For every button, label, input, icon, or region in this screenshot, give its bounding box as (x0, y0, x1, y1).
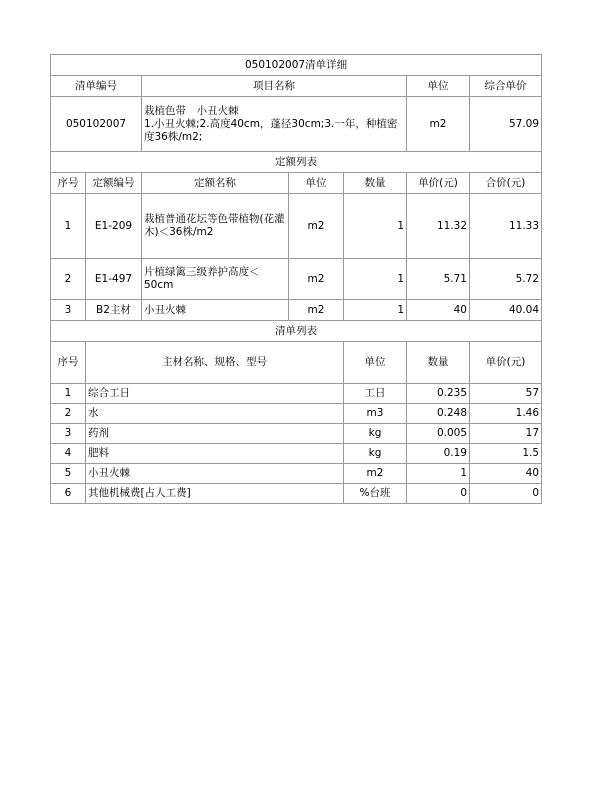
material-unit-price: 40 (470, 464, 542, 484)
material-unit-price: 17 (470, 424, 542, 444)
material-header-row (51, 342, 542, 384)
material-unit-price-header: 单价(元) (470, 342, 542, 384)
quota-unit-header: 单位 (289, 173, 344, 194)
table-row (51, 300, 542, 321)
material-qty: 0.235 (407, 384, 470, 404)
list-item-price: 57.09 (470, 97, 542, 152)
material-qty: 0 (407, 484, 470, 504)
quota-section-title: 定额列表 (51, 152, 542, 173)
material-unit-price: 0 (470, 484, 542, 504)
material-seq: 4 (51, 444, 86, 464)
bill-detail-table (50, 54, 542, 504)
material-seq: 2 (51, 404, 86, 424)
quota-unit: m2 (289, 194, 344, 259)
material-seq: 6 (51, 484, 86, 504)
sheet-title: 050102007清单详细 (51, 55, 542, 76)
list-item-unit: m2 (407, 97, 470, 152)
quota-qty: 1 (344, 194, 407, 259)
quota-seq: 1 (51, 194, 86, 259)
list-name-header: 项目名称 (142, 76, 407, 97)
quota-unit-price: 40 (407, 300, 470, 321)
list-price-header: 综合单价 (470, 76, 542, 97)
material-name: 综合工日 (86, 384, 344, 404)
list-header-row (51, 76, 542, 97)
quota-qty-header: 数量 (344, 173, 407, 194)
material-qty: 0.19 (407, 444, 470, 464)
table-row (51, 484, 542, 504)
quota-code-header: 定额编号 (86, 173, 142, 194)
material-name: 其他机械费[占人工费] (86, 484, 344, 504)
material-qty-header: 数量 (407, 342, 470, 384)
material-seq: 1 (51, 384, 86, 404)
material-name: 水 (86, 404, 344, 424)
material-unit: kg (344, 424, 407, 444)
table-row (51, 444, 542, 464)
table-row (51, 384, 542, 404)
quota-qty: 1 (344, 300, 407, 321)
quota-seq: 3 (51, 300, 86, 321)
quota-code: B2主材 (86, 300, 142, 321)
material-section-title: 清单列表 (51, 321, 542, 342)
quota-seq: 2 (51, 259, 86, 300)
quota-header-row (51, 173, 542, 194)
list-item-row (51, 97, 542, 152)
material-unit-price: 57 (470, 384, 542, 404)
list-item-name-line2: 1.小丑火棘;2.高度40cm，蓬径30cm;3.一年，种植密度36株/m2; (144, 117, 398, 143)
quota-unit: m2 (289, 300, 344, 321)
quota-name: 小丑火棘 (142, 300, 289, 321)
quota-code: E1-497 (86, 259, 142, 300)
quota-seq-header: 序号 (51, 173, 86, 194)
list-item-name-line1: 栽植色带 小丑火棘 (144, 104, 239, 117)
material-unit: m2 (344, 464, 407, 484)
quota-total: 5.72 (470, 259, 542, 300)
list-item-code: 050102007 (51, 97, 142, 152)
material-name: 肥料 (86, 444, 344, 464)
material-seq-header: 序号 (51, 342, 86, 384)
material-seq: 3 (51, 424, 86, 444)
material-unit: kg (344, 444, 407, 464)
quota-unit-price-header: 单价(元) (407, 173, 470, 194)
quota-unit-price: 11.32 (407, 194, 470, 259)
material-unit: m3 (344, 404, 407, 424)
quota-unit: m2 (289, 259, 344, 300)
material-unit: %台班 (344, 484, 407, 504)
material-name: 药剂 (86, 424, 344, 444)
quota-name: 片植绿篱三级养护高度＜50cm (142, 259, 289, 300)
material-unit: 工日 (344, 384, 407, 404)
table-row (51, 259, 542, 300)
quota-total: 11.33 (470, 194, 542, 259)
table-row (51, 464, 542, 484)
material-unit-price: 1.46 (470, 404, 542, 424)
list-item-name (142, 97, 407, 152)
material-name-header: 主材名称、规格、型号 (86, 342, 344, 384)
list-unit-header: 单位 (407, 76, 470, 97)
list-code-header: 清单编号 (51, 76, 142, 97)
quota-name-header: 定额名称 (142, 173, 289, 194)
material-qty: 1 (407, 464, 470, 484)
quota-qty: 1 (344, 259, 407, 300)
quota-total: 40.04 (470, 300, 542, 321)
quota-unit-price: 5.71 (407, 259, 470, 300)
table-row (51, 424, 542, 444)
material-unit-header: 单位 (344, 342, 407, 384)
table-row (51, 194, 542, 259)
material-qty: 0.005 (407, 424, 470, 444)
quota-code: E1-209 (86, 194, 142, 259)
table-row (51, 404, 542, 424)
material-unit-price: 1.5 (470, 444, 542, 464)
quota-name: 栽植普通花坛等色带植物(花灌木)＜36株/m2 (142, 194, 289, 259)
material-seq: 5 (51, 464, 86, 484)
material-name: 小丑火棘 (86, 464, 344, 484)
quota-total-header: 合价(元) (470, 173, 542, 194)
material-qty: 0.248 (407, 404, 470, 424)
